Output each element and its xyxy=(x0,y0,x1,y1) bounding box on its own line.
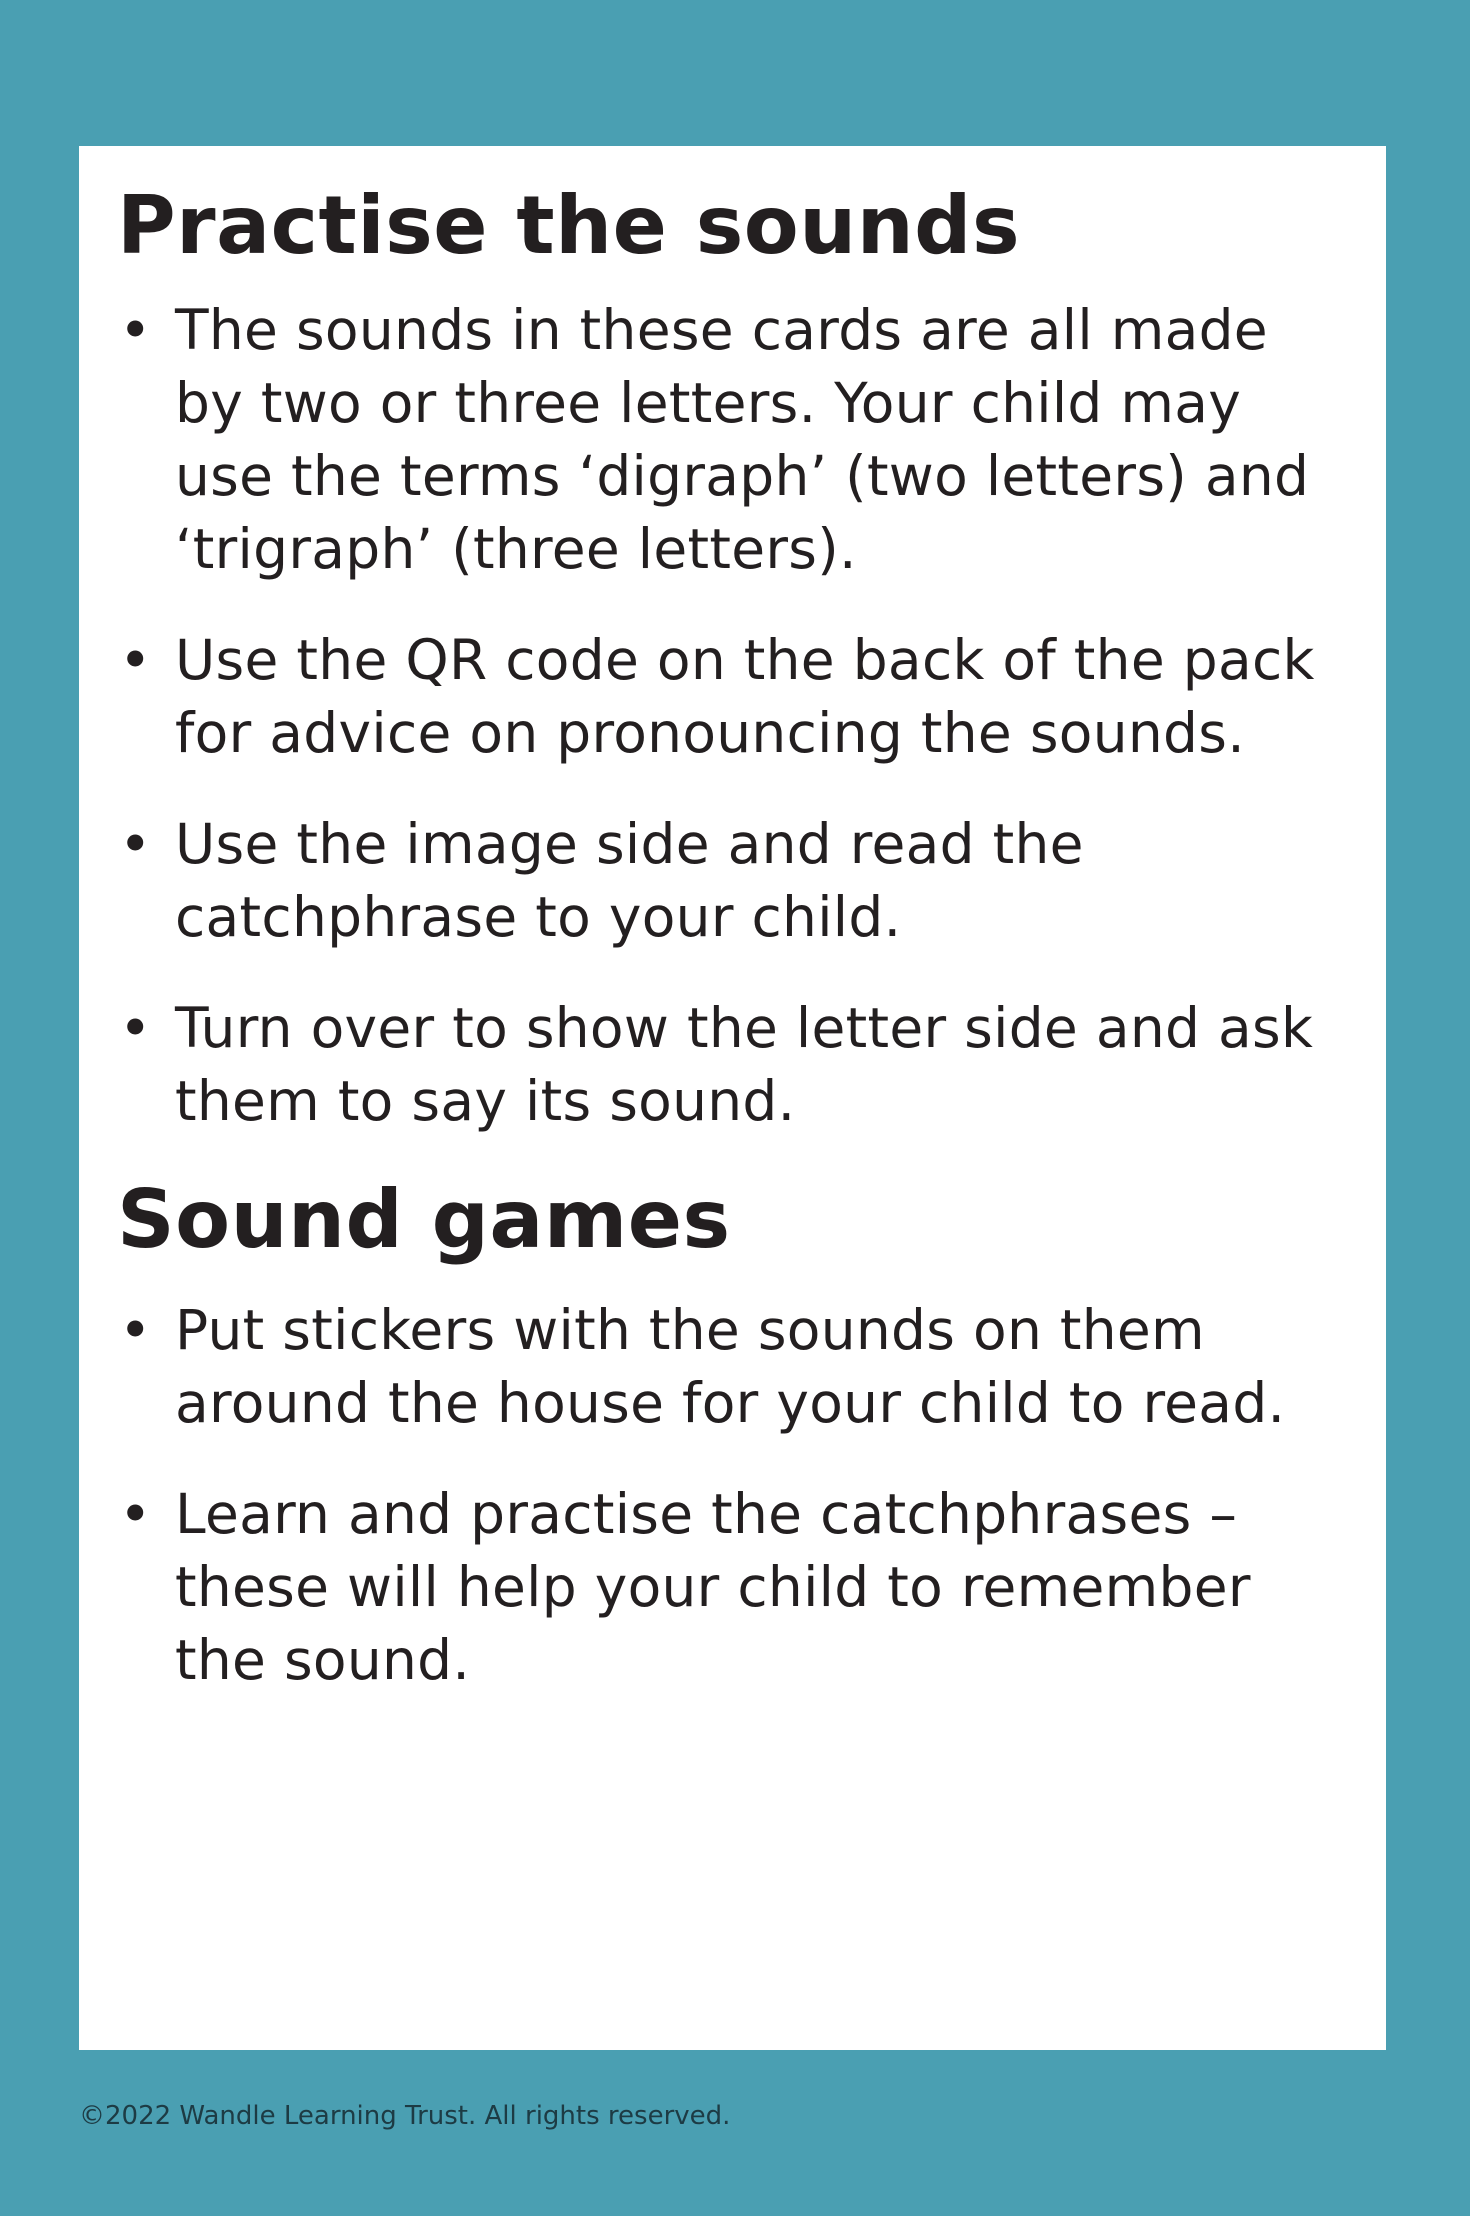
list-item xyxy=(117,992,1346,1138)
list-item-text: Turn over to show the letter side and ask them to say its sound. xyxy=(175,996,1314,1133)
bullet-icon: • xyxy=(119,1298,152,1362)
bullet-icon: • xyxy=(119,628,152,692)
list-item xyxy=(117,1478,1346,1697)
section-title-sound-games: Sound games xyxy=(117,1173,731,1266)
sound-games-list xyxy=(117,1294,1346,1697)
list-item xyxy=(117,1294,1346,1440)
list-item xyxy=(117,624,1346,770)
info-card xyxy=(79,146,1386,2050)
list-item-text: The sounds in these cards are all made by two or three letters. Your child may use the terms ‘digraph’ (two letters) and ‘trigraph’ (three letters). xyxy=(175,298,1310,581)
practise-list xyxy=(117,294,1346,1138)
section-title-practise: Practise the sounds xyxy=(117,179,1021,272)
copyright-footer: ©2022 Wandle Learning Trust. All rights reserved. xyxy=(79,2101,731,2131)
bullet-icon: • xyxy=(119,996,152,1060)
list-item-text: Use the QR code on the back of the pack for advice on pronouncing the sounds. xyxy=(175,628,1315,765)
list-item-text: Learn and practise the catchphrases – these will help your child to remember the sound. xyxy=(175,1482,1251,1692)
list-item xyxy=(117,808,1346,954)
list-item xyxy=(117,294,1346,586)
bullet-icon: • xyxy=(119,812,152,876)
list-item-text: Use the image side and read the catchphrase to your child. xyxy=(175,812,1084,949)
bullet-icon: • xyxy=(119,1482,152,1546)
bullet-icon: • xyxy=(119,298,152,362)
list-item-text: Put stickers with the sounds on them around the house for your child to read. xyxy=(175,1298,1286,1435)
